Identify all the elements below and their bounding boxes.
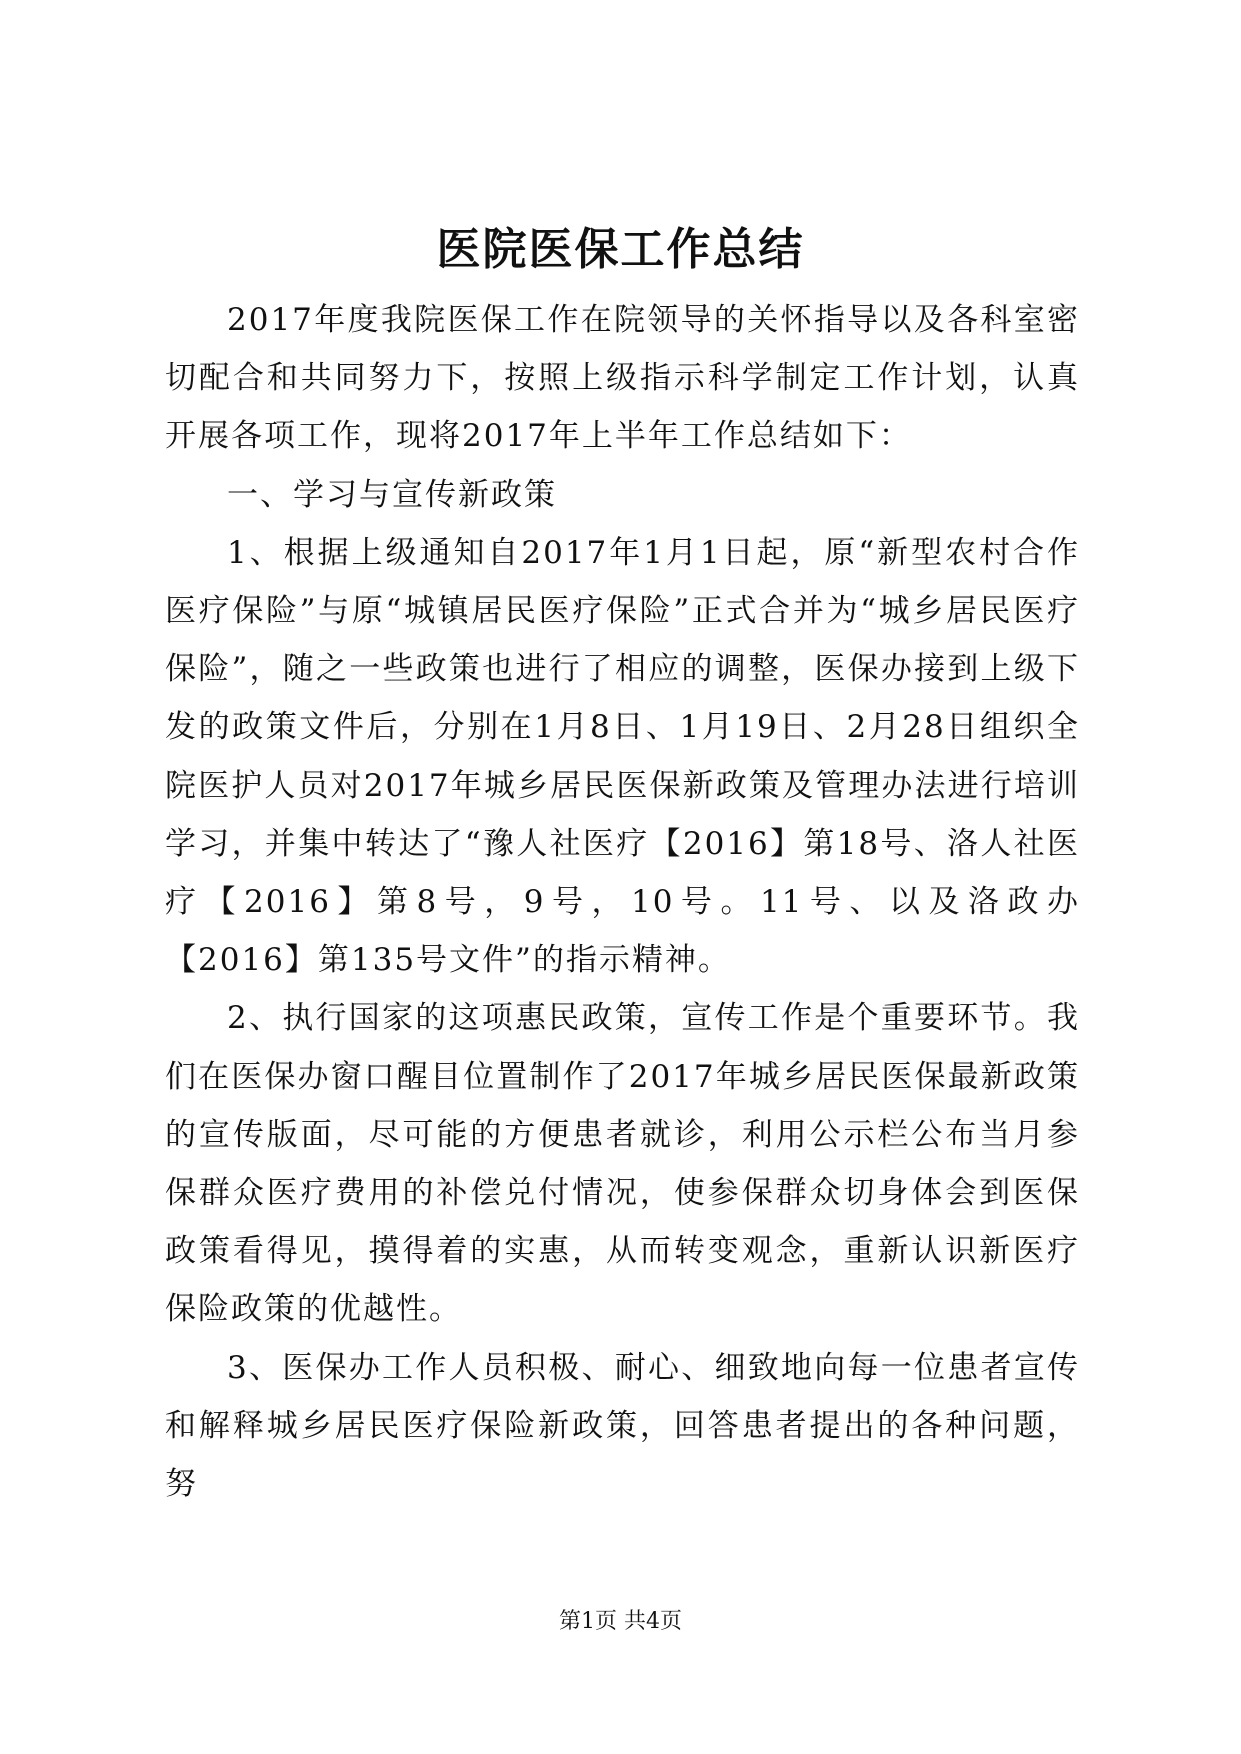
- paragraph-item-2: 2、执行国家的这项惠民政策，宣传工作是个重要环节。我们在医保办窗口醒目位置制作了2017年城乡居民医保最新政策的宣传版面，尽可能的方便患者就诊，利用公示栏公布当月参保群众医疗费用的补偿兑付情况，使参保群众切身体会到医保政策看得见，摸得着的实惠，从而转变观念，重新认识新医疗保险政策的优越性。: [165, 1000, 1080, 1328]
- paragraph-item-3: 3、医保办工作人员积极、耐心、细致地向每一位患者宣传和解释城乡居民医疗保险新政策，回答患者提出的各种问题，努: [165, 1349, 1080, 1503]
- document-title: 医院医保工作总结: [436, 224, 805, 275]
- paragraph-intro: 2017年度我院医保工作在院领导的关怀指导以及各科室密切配合和共同努力下，按照上级指示科学制定工作计划，认真开展各项工作，现将2017年上半年工作总结如下：: [165, 302, 1080, 455]
- document-body: [165, 291, 1080, 1513]
- section-heading-1: 一、学习与宣传新政策: [227, 476, 557, 513]
- paragraph-item-1: 1、根据上级通知自2017年1月1日起，原“新型农村合作医疗保险”与原“城镇居民医疗保险”正式合并为“城乡居民医疗保险”，随之一些政策也进行了相应的调整，医保办接到上级下发的政策文件后，分别在1月8日、1月19日、2月28日组织全院医护人员对2017年城乡居民医保新政策及管理办法进行培训学习，并集中转达了“豫人社医疗【2016】第18号、洛人社医疗【2016】第8号，9号，10号。11号、以及洛政办【2016】第135号文件”的指示精神。: [165, 534, 1080, 979]
- page-number-footer: 第1页 共4页: [559, 1609, 682, 1634]
